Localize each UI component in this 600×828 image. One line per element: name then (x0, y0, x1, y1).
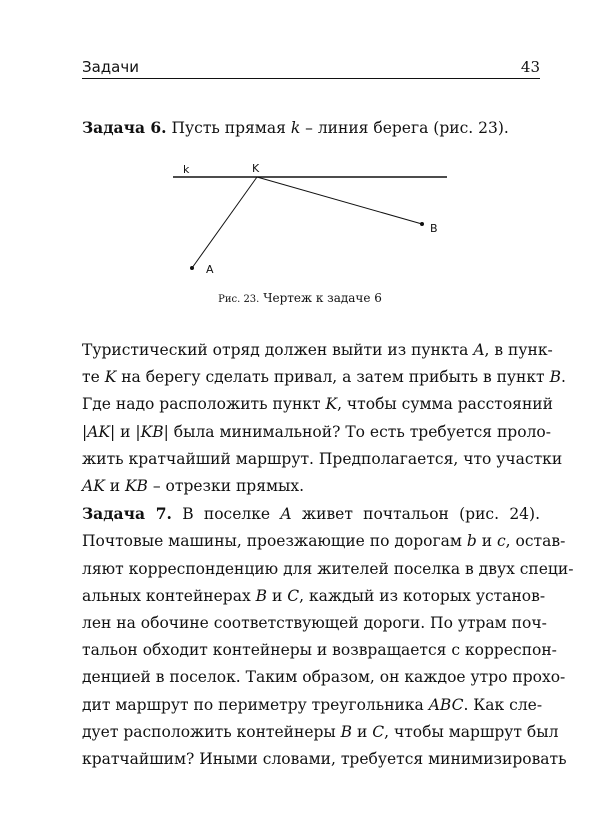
math-var: c (496, 532, 506, 551)
problem-6-text-after: – линия берега (рис. 23). (305, 119, 509, 137)
paragraph-line (82, 528, 566, 555)
paragraph-line (82, 364, 566, 391)
problem-6-label: Задача 6. (82, 118, 167, 137)
paragraph-line (82, 419, 551, 446)
text-run: | и | (110, 422, 141, 441)
math-var: B (549, 368, 561, 387)
figure-23 (170, 158, 450, 283)
text-run: денцией в поселок. Таким образом, он каждое утро прохо- (82, 668, 566, 687)
math-var: ABC (428, 695, 464, 714)
math-var: KB (140, 422, 164, 441)
text-run: тальон обходит контейнеры и возвращается с корреспон- (82, 641, 557, 660)
problem-6-statement (82, 118, 542, 138)
point-a (190, 266, 194, 270)
math-var: K (325, 395, 338, 414)
text-run: и (476, 532, 497, 551)
paragraph-line (82, 473, 540, 500)
text-run: Где надо расположить пункт (82, 395, 326, 414)
text-run: кратчайшим? Иными словами, требуется минимизировать (82, 750, 567, 769)
text-run: , в пунк- (484, 341, 553, 359)
text-run: – отрезки прямых. (147, 477, 305, 496)
text-run: живет почтальон (рис. 24). (291, 505, 541, 524)
body-text (82, 337, 574, 773)
paragraph-line (82, 556, 574, 583)
running-title: Задачи (82, 58, 139, 76)
text-run: лен на обочине соответствующей дороги. По утрам поч- (82, 614, 547, 633)
text-run: и (267, 586, 288, 605)
caption-text: Чертеж к задаче 6 (263, 291, 382, 305)
label-point-b: B (430, 222, 438, 235)
text-run: . Как сле- (463, 695, 543, 714)
label-point-k: K (252, 162, 260, 175)
math-var: KB (124, 477, 148, 496)
text-run: те (82, 368, 105, 387)
text-run: дует расположить контейнеры (82, 722, 341, 741)
page-number: 43 (520, 58, 540, 76)
math-var: B (340, 722, 353, 741)
math-var: A (280, 505, 292, 524)
paragraph-line (82, 692, 543, 719)
text-run: жить кратчайший маршрут. Предполагается, что участки (82, 449, 563, 468)
text-run: и (104, 477, 125, 496)
text-run: Туристический отряд должен выйти из пункта (82, 341, 474, 359)
paragraph-line (82, 583, 546, 610)
text-run: , чтобы сумма расстояний (337, 395, 553, 414)
text-run: на берегу сделать привал, а затем прибыть в пункт (116, 368, 550, 387)
text-run: и (352, 722, 373, 741)
text-run: | (82, 422, 88, 441)
point-b (420, 222, 424, 226)
paragraph-1 (82, 337, 566, 500)
paragraph-line (82, 664, 566, 691)
math-var: AK (87, 422, 111, 441)
math-var: B (255, 586, 268, 605)
segment-kb (257, 177, 422, 224)
text-run: , каждый из которых установ- (299, 586, 546, 605)
caption-prefix: Рис. 23. (218, 294, 260, 305)
math-var: C (372, 722, 385, 741)
running-header (82, 56, 540, 79)
text-run: , чтобы маршрут был (384, 722, 559, 741)
math-var: b (466, 532, 477, 551)
text-run: , остав- (505, 532, 566, 551)
paragraph-line (82, 719, 559, 746)
text-run: . (560, 368, 566, 387)
paragraph-line (82, 446, 563, 473)
paragraph-line (82, 391, 553, 418)
paragraph-line (82, 637, 557, 664)
paragraph-line (82, 610, 547, 637)
text-run: ляют корреспонденцию для жителей поселка в двух специ- (82, 559, 574, 578)
segment-ak (192, 177, 257, 268)
math-var: K (104, 368, 117, 387)
text-run: В поселке (182, 505, 281, 524)
text-run: | была минимальной? То есть требуется проло- (163, 422, 551, 441)
math-var: A (473, 341, 485, 359)
paragraph-line (82, 500, 540, 528)
label-point-a: A (206, 263, 214, 276)
problem-7 (82, 500, 574, 773)
math-var: C (287, 586, 300, 605)
figure-23-caption (0, 291, 600, 305)
problem-7-label: Задача 7. (82, 504, 172, 524)
paragraph-line (82, 746, 567, 773)
math-var: AK (82, 477, 105, 496)
problem-6-var-k: k (290, 119, 301, 137)
text-run: дит маршрут по периметру треугольника (82, 695, 429, 714)
problem-6-text-before: Пусть прямая (171, 119, 286, 137)
text-run: альных контейнерах (82, 586, 256, 605)
label-line-k: k (183, 163, 190, 176)
paragraph-line (82, 337, 553, 364)
text-run: Почтовые машины, проезжающие по дорогам (82, 532, 467, 551)
figure-23-drawing (170, 158, 450, 283)
